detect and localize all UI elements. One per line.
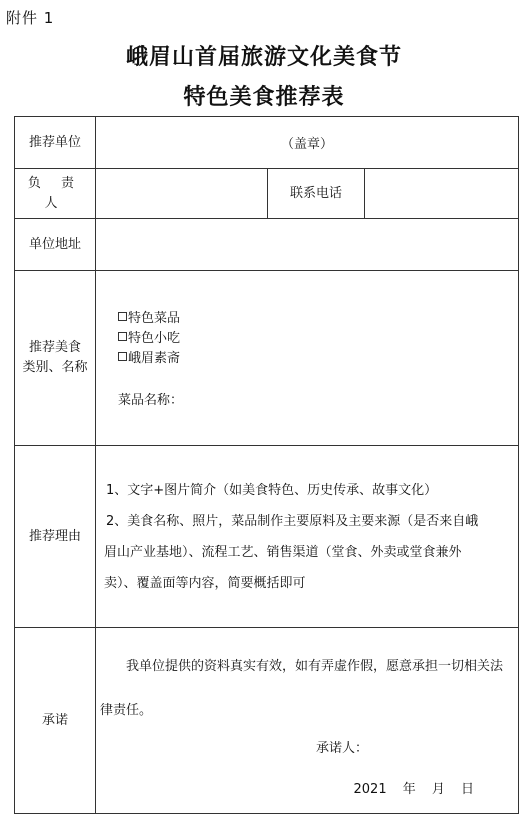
unit-row [15, 117, 519, 169]
attachment-label: 附件 1 [6, 9, 55, 27]
reason-label: 推荐理由 [15, 446, 96, 628]
promisor-label: 承诺人： [316, 740, 369, 756]
reason-item-2-line-2: 眉山产业基地）、流程工艺、销售渠道（堂食、外卖或堂食兼外 [104, 544, 462, 560]
category-checkbox-list [96, 309, 518, 369]
reason-item-2-line-3: 卖）、覆盖面等内容，简要概括即可 [104, 575, 306, 591]
checkbox-icon[interactable] [118, 332, 127, 341]
commitment-row [15, 628, 519, 814]
category-row [15, 271, 519, 446]
person-label: 负 责 人 [15, 169, 96, 219]
commitment-cell [96, 628, 519, 814]
address-row [15, 219, 519, 271]
unit-label: 推荐单位 [15, 117, 96, 169]
reason-cell [96, 446, 519, 628]
dish-name-label: 菜品名称： [118, 392, 184, 408]
seal-note: （盖章） [280, 137, 333, 152]
recommendation-form-table [14, 116, 519, 814]
reason-row [15, 446, 519, 628]
address-label: 单位地址 [15, 219, 96, 271]
address-input-cell[interactable] [96, 219, 519, 271]
phone-label: 联系电话 [268, 169, 365, 219]
category-cell [96, 271, 519, 446]
category-option-vegetarian[interactable]: 峨眉素斋 [118, 349, 518, 369]
checkbox-icon[interactable] [118, 312, 127, 321]
person-input-cell[interactable] [96, 169, 268, 219]
category-label: 推荐美食 类别、名称 [15, 271, 96, 446]
category-option-special-dish[interactable]: 特色菜品 [118, 309, 518, 329]
form-title: 峨眉山首届旅游文化美食节 [125, 44, 402, 70]
phone-input-cell[interactable] [365, 169, 519, 219]
checkbox-icon[interactable] [118, 352, 127, 361]
commitment-label: 承诺 [15, 628, 96, 814]
reason-item-1: 1、文字+图片简介（如美食特色、历史传承、故事文化） [106, 482, 438, 498]
date-line: 2021 年 月 日 [353, 781, 474, 797]
reason-item-2-line-1: 2、美食名称、照片，菜品制作主要原料及主要来源（是否来自峨 [106, 513, 479, 529]
commitment-text: 我单位提供的资料真实有效，如有弄虚作假，愿意承担一切相关法律责任。 [100, 658, 504, 718]
form-subtitle: 特色美食推荐表 [183, 84, 345, 110]
person-row [15, 169, 519, 219]
unit-input-cell[interactable] [96, 117, 519, 169]
category-option-snack[interactable]: 特色小吃 [118, 329, 518, 349]
